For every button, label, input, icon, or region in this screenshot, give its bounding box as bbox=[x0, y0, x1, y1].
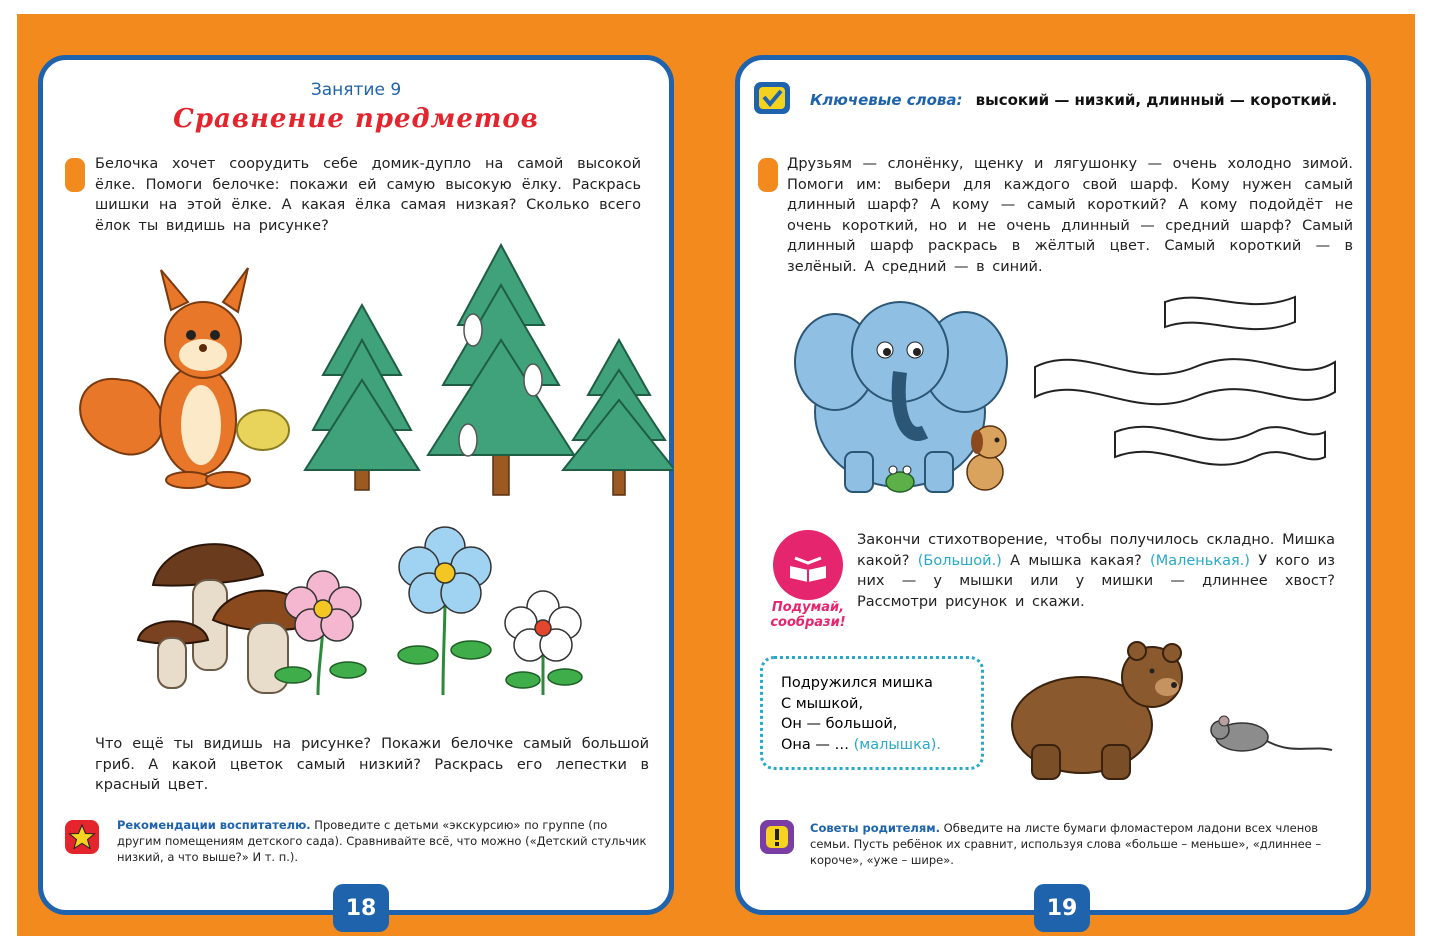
think-label-line2: сообрази! bbox=[770, 615, 846, 630]
checkmark-icon bbox=[754, 82, 790, 114]
bear-mouse-illustration bbox=[1002, 625, 1362, 785]
white-flower-image bbox=[505, 591, 582, 695]
task2-part-b: А мышка какая? bbox=[1001, 552, 1151, 569]
right-page bbox=[735, 55, 1371, 921]
footer-title: Рекомендации воспитателю. bbox=[117, 818, 311, 832]
keywords bbox=[810, 90, 1337, 109]
answer-hint-small: (Маленькая.) bbox=[1150, 552, 1250, 569]
tree-medium-image bbox=[305, 305, 419, 490]
footer-text: Обведите на листе бумаги фломастером ладони всех членов семьи. Пусть ребёнок их сравнит, используя слова «больше – меньше», «длиннее – короче», «уже – шире». bbox=[810, 821, 1322, 867]
scarf-short-image bbox=[1165, 297, 1295, 329]
footer-text: Проведите с детьми «экскурсию» по группе (по другим помещениям детского сада). Сравнивайте всё, что можно («Детский стульчик низкий, а что выше?» И т. п.). bbox=[117, 818, 647, 864]
squirrel-image bbox=[80, 268, 289, 488]
scarf-medium-image bbox=[1035, 359, 1335, 404]
mushrooms-flowers-illustration bbox=[133, 525, 663, 705]
elephant-scarves-illustration bbox=[785, 282, 1370, 512]
think-label-line1: Подумай, bbox=[771, 600, 845, 615]
mouse-image bbox=[1211, 716, 1332, 751]
task-text-2: Что ещё ты видишь на рисунке? Покажи белочке самый большой гриб. А какой цветок самый низкий? Раскрась его лепестки в красный цвет. bbox=[95, 736, 649, 793]
footer-title: Советы родителям. bbox=[810, 821, 941, 835]
task2-part-c: У кого из них — у мышки или у мишки — длиннее хвост? Рассмотри рисунок и скажи. bbox=[857, 552, 1335, 610]
puppy-image bbox=[967, 426, 1006, 490]
tree-tall-image bbox=[428, 245, 574, 495]
poem-answer-hint: (малышка). bbox=[853, 736, 941, 753]
task-bullet bbox=[65, 158, 85, 192]
poem-line-3: Он — большой, bbox=[781, 716, 898, 732]
task-text-1: Белочка хочет соорудить себе домик-дупло на самой высокой ёлке. Помоги белочке: покажи ей самую высокую ёлку. Раскрась шишки на этой ёлке. А какая ёлка самая низкая? Сколько всего ёлок ты видишь на рисунке? bbox=[95, 156, 641, 234]
pink-flower-image bbox=[275, 571, 366, 695]
poem-line-4-text: Она — … bbox=[781, 736, 854, 753]
scarf-long-image bbox=[1115, 427, 1325, 465]
answer-hint-big: (Большой.) bbox=[917, 552, 1002, 569]
squirrel-trees-illustration bbox=[53, 240, 673, 510]
center-tab bbox=[691, 54, 739, 104]
think-label bbox=[766, 600, 850, 630]
teacher-recommendation bbox=[117, 817, 647, 865]
page-number: 19 bbox=[1034, 884, 1090, 932]
lesson-number: Занятие 9 bbox=[310, 80, 402, 100]
star-icon bbox=[65, 820, 99, 854]
task-bullet bbox=[758, 158, 778, 192]
poem-line-1: Подружился мишка bbox=[781, 675, 933, 691]
lesson-title: Сравнение предметов bbox=[173, 104, 539, 134]
tree-short-image bbox=[563, 340, 673, 495]
page-number: 18 bbox=[333, 884, 389, 932]
task-text-2 bbox=[857, 530, 1335, 612]
blue-flower-image bbox=[398, 527, 491, 695]
bear-image bbox=[1012, 642, 1182, 779]
task2-part-a: Закончи стихотворение, чтобы получилось складно. Мишка какой? bbox=[857, 532, 1335, 569]
left-page bbox=[38, 55, 674, 921]
exclamation-icon bbox=[760, 820, 794, 854]
poem-line-4 bbox=[781, 735, 963, 756]
parents-advice bbox=[810, 820, 1340, 868]
poem-line-2: С мышкой, bbox=[781, 695, 864, 712]
keywords-value: высокий — низкий, длинный — короткий. bbox=[975, 91, 1338, 109]
keywords-label: Ключевые слова: bbox=[810, 91, 963, 109]
task-text-1: Друзьям — слонёнку, щенку и лягушонку — очень холодно зимой. Помоги им: выбери для каждого свой шарф. Кому нужен самый длинный шарф? А кому — самый короткий? А кому подойдёт не очень короткий, но и не очень длинный — средний шарф? Самый длинный шарф раскрась в жёлтый цвет. Самый короткий — в зелёный. А средний — в синий. bbox=[787, 156, 1353, 275]
poem-box bbox=[760, 656, 984, 770]
open-book-icon bbox=[773, 530, 843, 600]
